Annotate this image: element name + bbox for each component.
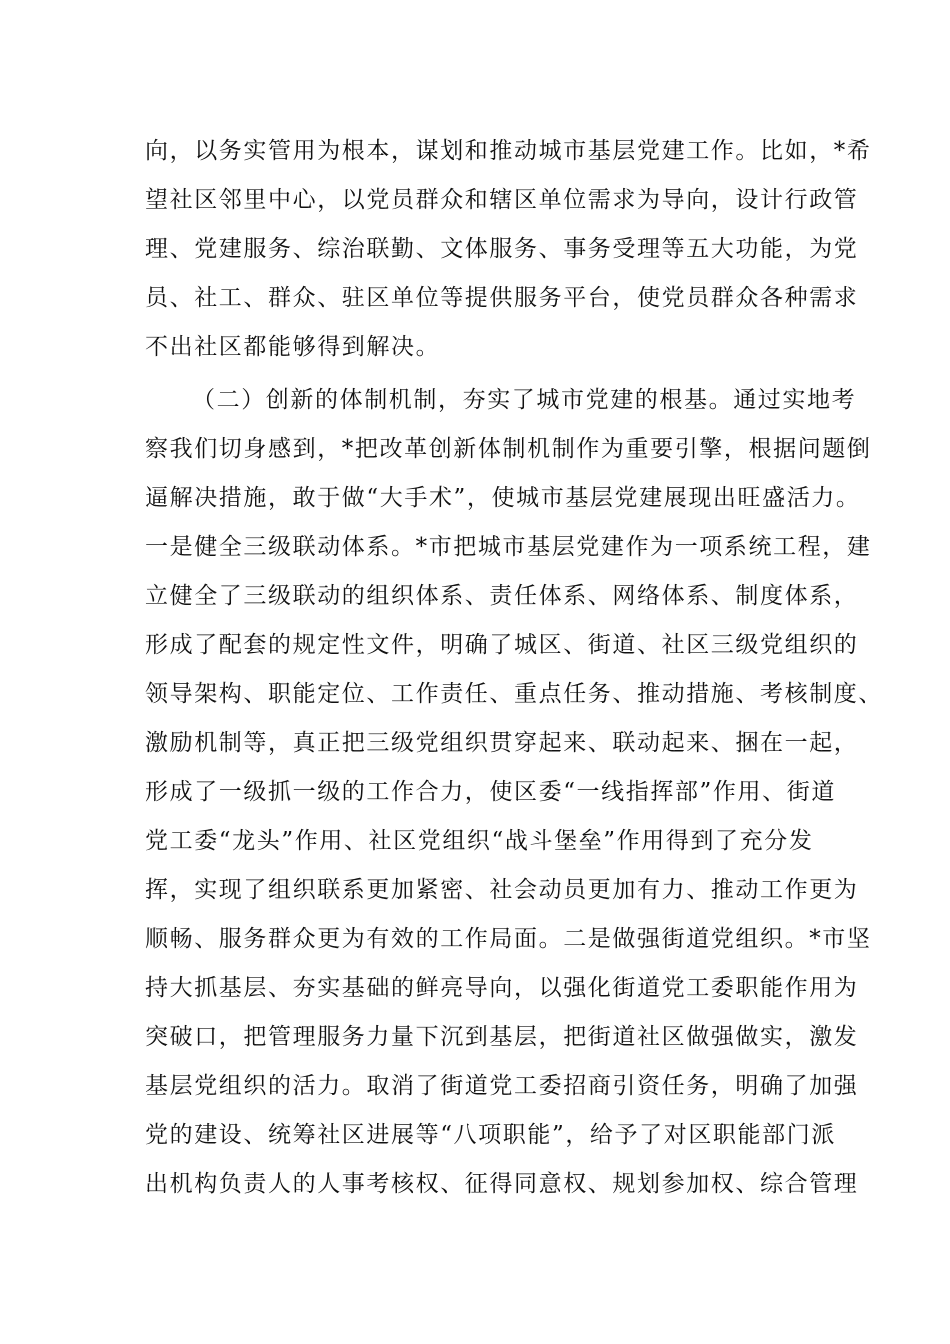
text-line: 顺畅、服务群众更为有效的工作局面。二是做强街道党组织。*市坚 bbox=[145, 926, 872, 952]
text-line: 形成了一级抓一级的工作合力，使区委“一线指挥部”作用、街道 bbox=[145, 779, 836, 805]
text-line: 突破口，把管理服务力量下沉到基层，把街道社区做强做实，激发 bbox=[145, 1024, 859, 1050]
text-line: 立健全了三级联动的组织体系、责任体系、网络体系、制度体系， bbox=[145, 583, 859, 609]
text-line: 挥，实现了组织联系更加紧密、社会动员更加有力、推动工作更为 bbox=[145, 877, 859, 903]
text-line: 形成了配套的规定性文件，明确了城区、街道、社区三级党组织的 bbox=[145, 632, 859, 658]
text-line: 基层党组织的活力。取消了街道党工委招商引资任务，明确了加强 bbox=[145, 1073, 859, 1099]
text-line: 向，以务实管用为根本，谋划和推动城市基层党建工作。比如，*希 bbox=[145, 138, 872, 164]
text-line: 党的建设、统筹社区进展等“八项职能”，给予了对区职能部门派 bbox=[145, 1122, 836, 1148]
text-line: 员、社工、群众、驻区单位等提供服务平台，使党员群众各种需求 bbox=[145, 285, 859, 311]
text-line: 持大抓基层、夯实基础的鲜亮导向，以强化街道党工委职能作用为 bbox=[145, 975, 859, 1001]
text-line: 不出社区都能够得到解决。 bbox=[145, 334, 441, 360]
text-line: 望社区邻里中心，以党员群众和辖区单位需求为导向，设计行政管 bbox=[145, 187, 859, 213]
text-line: 领导架构、职能定位、工作责任、重点任务、推动措施、考核制度、 bbox=[145, 681, 883, 707]
text-line: 理、党建服务、综治联勤、文体服务、事务受理等五大功能，为党 bbox=[145, 236, 859, 262]
section-heading-line: （二）创新的体制机制，夯实了城市党建的根基。通过实地考 bbox=[192, 387, 857, 413]
text-line: 察我们切身感到，*把改革创新体制机制作为重要引擎，根据问题倒 bbox=[145, 436, 872, 462]
text-line: 激励机制等，真正把三级党组织贯穿起来、联动起来、捆在一起， bbox=[145, 730, 859, 756]
text-line: 逼解决措施，敢于做“大手术”，使城市基层党建展现出旺盛活力。 bbox=[145, 485, 861, 511]
text-line: 一是健全三级联动体系。*市把城市基层党建作为一项系统工程，建 bbox=[145, 534, 872, 560]
text-line: 出机构负责人的人事考核权、征得同意权、规划参加权、综合管理 bbox=[145, 1171, 859, 1197]
text-line: 党工委“龙头”作用、社区党组织“战斗堡垒”作用得到了充分发 bbox=[145, 828, 814, 854]
